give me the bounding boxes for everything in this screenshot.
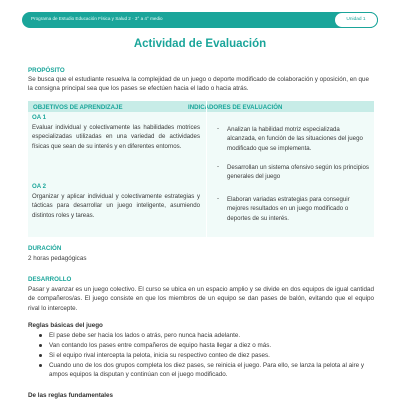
bullet-icon xyxy=(39,364,42,367)
oa2-label: OA 2 xyxy=(32,183,46,190)
reglas-heading: Reglas básicas del juego xyxy=(28,322,103,329)
page-title: Actividad de Evaluación xyxy=(133,38,267,50)
variantes-heading: De las reglas fundamentales xyxy=(28,392,114,399)
program-title: Programa de Estudio Educación Física y Salud 2 · 3° a 4° medio xyxy=(31,16,163,21)
unit-badge: Unidad 1 xyxy=(334,12,378,28)
bullet-icon xyxy=(39,334,42,337)
evaluation-table xyxy=(28,101,374,237)
indicator-dash: - xyxy=(217,163,220,170)
list-item-text: El pase debe ser hacia los lados o atrás, pero nunca hacia adelante. xyxy=(49,332,241,339)
oa1-text: Evaluar individual y colectivamente las habilidades motrices especializadas utilizadas en una variedad de actividades físicas que sean de su interés y en diferentes entornos. xyxy=(32,124,200,150)
list-item-text: Si el equipo rival intercepta la pelota, inicia su respectivo conteo de diez pases. xyxy=(49,352,270,359)
indicator-text: Desarrollan un sistema ofensivo según los principios generales del juego xyxy=(227,164,369,181)
bullet-icon xyxy=(39,344,42,347)
indicator-text: Elaboran variadas estrategias para conseguir mejores resultados en un juego modificado o deportes de su interés. xyxy=(227,196,350,222)
bullet-icon xyxy=(39,354,42,357)
duracion-text: 2 horas pedagógicas xyxy=(28,255,87,262)
indicator-dash: - xyxy=(217,195,220,202)
desarrollo-text: Pasar y avanzar es un juego colectivo. El curso se ubica en un espacio amplio y se divide en dos equipos de igual cantidad de compañeros/as. El juego consiste en que los miembros de un equipo se dan pases de balón, evitando que el equipo rival lo intercepte. xyxy=(28,286,374,312)
proposito-text: Se busca que el estudiante resuelva la complejidad de un juego o deporte modificado de colaboración y oposición, en que la consigna principal sea que los pases se efectúen hacia el lado o hacia atrás. xyxy=(28,76,369,93)
duracion-heading: DURACIÓN xyxy=(28,245,62,252)
column-divider xyxy=(206,101,207,237)
table-header-indicadores: INDICADORES DE EVALUACIÓN xyxy=(188,103,283,111)
list-item-text: Cuando uno de los dos grupos completa los diez pases, se reinicia el juego. Para ello, se lanza la pelota al aire y ampos equipos la disputan y continúan con el juego modificado. xyxy=(49,362,365,379)
oa1-label: OA 1 xyxy=(32,114,46,121)
header-bar xyxy=(22,12,378,28)
indicator-text: Analizan la habilidad motriz especializada alcanzada, en función de las situaciones del juego modificado que se implementa. xyxy=(227,126,363,152)
list-item-text: Van contando los pases entre compañeros de equipo hasta llegar a diez o más. xyxy=(49,342,272,349)
table-header-row xyxy=(28,101,374,112)
indicator-dash: - xyxy=(217,125,220,132)
oa2-text: Organizar y aplicar individual y colectivamente estrategias y tácticas para desarrollar un juego inteligente, asumiendo distintos roles y tareas. xyxy=(32,193,200,219)
proposito-heading: PROPÓSITO xyxy=(28,67,65,74)
desarrollo-heading: DESARROLLO xyxy=(28,276,72,283)
table-header-objetivos: OBJETIVOS DE APRENDIZAJE xyxy=(33,103,123,111)
